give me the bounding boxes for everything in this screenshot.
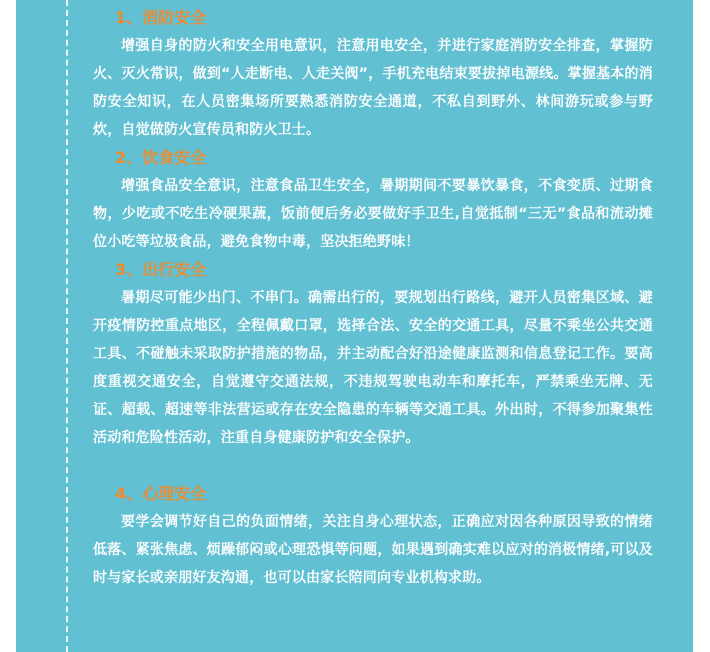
- section-title-travel: 3、出行安全: [115, 260, 207, 279]
- content-panel: [16, 0, 693, 652]
- section-body-mental: 要学会调节好自己的负面情绪，关注自身心理状态，正确应对因各种原因导致的情绪低落、紧张焦虑、烦躁郁闷或心理恐惧等问题，如果遇到确实难以应对的消极情绪,可以及时与家长或亲朋好友沟通，也可以由家长陪同向专业机构求助。: [93, 514, 653, 586]
- section-title-fire: 1、消防安全: [115, 8, 207, 27]
- section-body-food: 增强食品安全意识，注意食品卫生安全，暑期期间不要暴饮暴食，不食变质、过期食物，少吃或不吃生冷硬果蔬，饭前便后务必要做好手卫生,自觉抵制“三无”食品和流动摊位小吃等垃圾食品，避免食物中毒，坚决拒绝野味！: [93, 178, 653, 250]
- section-body-fire: 增强自身的防火和安全用电意识，注意用电安全，并进行家庭消防安全排查，掌握防火、灭火常识，做到“人走断电、人走关阀”，手机充电结束要拔掉电源线。掌握基本的消防安全知识，在人员密集场所要熟悉消防安全通道，不私自到野外、林间游玩或参与野炊，自觉做防火宣传员和防火卫士。: [93, 38, 653, 138]
- article: [93, 4, 653, 592]
- section-body-travel: 暑期尽可能少出门、不串门。确需出行的，要规划出行路线，避开人员密集区域、避开疫情防控重点地区，全程佩戴口罩，选择合法、安全的交通工具，尽量不乘坐公共交通工具、不碰触未采取防护措施的物品，并主动配合好沿途健康监测和信息登记工作。要高度重视交通安全，自觉遵守交通法规，不违规驾驶电动车和摩托车，严禁乘坐无牌、无证、超载、超速等非法营运或存在安全隐患的车辆等交通工具。外出时，不得参加聚集性活动和危险性活动，注重自身健康防护和安全保护。: [93, 290, 653, 446]
- section-title-mental: 4、心理安全: [115, 484, 207, 503]
- spacer: [93, 452, 653, 480]
- section-title-food: 2、饮食安全: [115, 148, 207, 167]
- dashed-divider: [66, 0, 68, 652]
